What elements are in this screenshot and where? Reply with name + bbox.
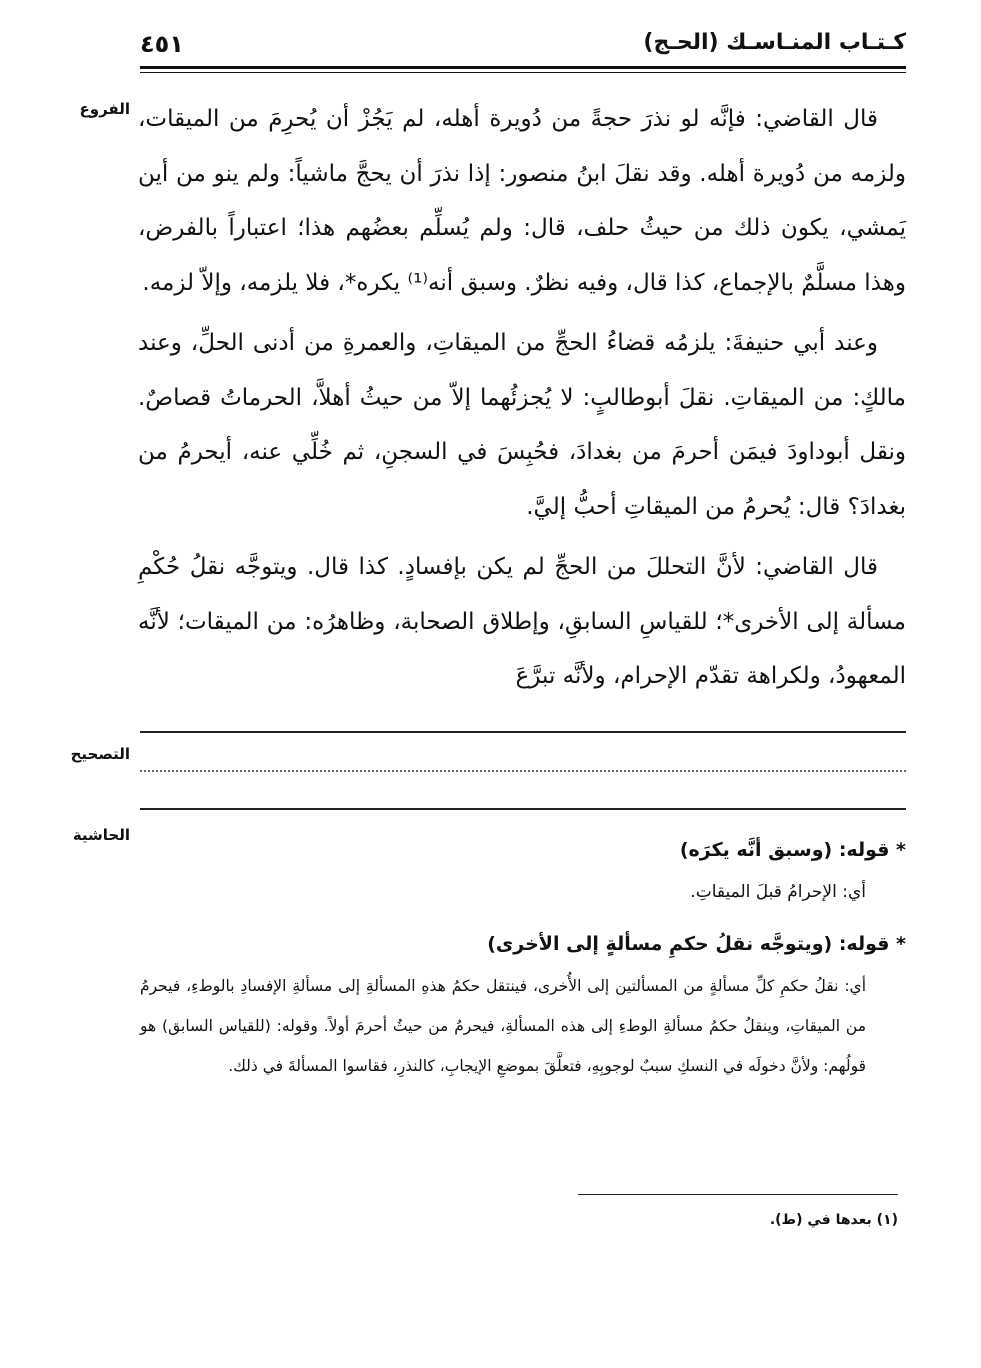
page-number: ٤٥١	[140, 30, 184, 58]
main-text	[138, 92, 906, 704]
section-label-furu: الفروع	[79, 100, 130, 118]
section-label-tashih: التصحيح	[70, 745, 130, 763]
hashiya-note-heading: * قوله: (وسبق أنَّه يكرَه)	[679, 839, 906, 861]
main-paragraph: وعند أبي حنيفةَ: يلزمُه قضاءُ الحجِّ من الميقاتِ، والعمرةِ من أدنى الحلِّ، وعند مالكٍ: من الميقاتِ. نقلَ أبوطالبٍ: لا يُجزئُهما إلاّ من حيثُ أهلاَّ، الحرماتُ قصاصٌ. ونقل أبوداودَ فيمَن أحرمَ من بغدادَ، فحُبِسَ في السجنِ، ثم خُلِّي عنه، أيحرمُ من بغدادَ؟ قال: يُحرمُ من الميقاتِ أحبُّ إليَّ.	[138, 330, 906, 520]
hashiya-section	[140, 828, 906, 1096]
hashiya-note-body: أي: نقلُ حكمِ كلِّ مسألةٍ من المسألتين إلى الأُخرى، فينتقل حكمُ هذهِ المسألةِ إلى مسألةِ الإفسادِ بالوطءِ، فيحرمُ من الميقاتِ، وينقلُ حكمُ مسألةِ الوطءِ إلى هذه المسألةِ، فيحرمُ من حيثُ أحرمَ أولاً. وقوله: (للقياس السابق) هو قولُهم: ولأنَّ دخولَه في النسكِ سببٌ لوجوبِهِ، فتعلَّقَ بموضعِ الإيجابِ، كالنذرِ، فقاسوا المسألةَ في ذلك.	[140, 977, 866, 1075]
main-paragraph: قال القاضي: لأنَّ التحللَ من الحجِّ لم يكن بإفسادٍ. كذا قال. ويتوجَّه نقلُ حُكْمِ مسألة إلى الأخرى*؛ للقياسِ السابقِ، وإطلاق الصحابة، وظاهرُه: من الميقات؛ لأنَّه المعهودُ، ولكراهة تقدّم الإحرام، ولأنَّه تبرَّعَ	[138, 554, 906, 689]
hashiya-note-body: أي: الإحرامُ قبلَ الميقاتِ.	[690, 882, 866, 902]
correction-rule-bottom	[140, 808, 906, 810]
hashiya-note-heading: * قوله: (ويتوجَّه نقلُ حكمِ مسألةٍ إلى الأخرى)	[487, 933, 906, 955]
header-rule-thin	[140, 72, 906, 73]
header-rule-thick	[140, 66, 906, 69]
running-header	[140, 30, 906, 64]
footnote: (١) بعدها في (ط).	[769, 1212, 898, 1228]
correction-dotted-line	[140, 770, 906, 772]
main-paragraph: قال القاضي: فإنَّه لو نذرَ حجةً من دُويرة أهله، لم يَجُزْ أن يُحرِمَ من الميقات، ولزمه من دُويرة أهله. وقد نقلَ ابنُ منصور: إذا نذرَ أن يحجَّ ماشياً: ولم ينو من أين يَمشي، يكون ذلك من حيثُ حلف، قال: ولم يُسلِّم بعضُهم هذا؛ اعتباراً بالفرض، وهذا مسلَّمٌ بالإجماع، كذا قال، وفيه نظرٌ. وسبق أنه⁽¹⁾ يكره*، فلا يلزمه، وإلاّ لزمه.	[138, 106, 906, 296]
footnote-rule	[578, 1194, 898, 1195]
correction-rule-top	[140, 731, 906, 733]
running-title: كـتـاب المنـاسـك (الحـج)	[643, 30, 906, 55]
section-label-hashiya: الحاشية	[72, 826, 130, 844]
